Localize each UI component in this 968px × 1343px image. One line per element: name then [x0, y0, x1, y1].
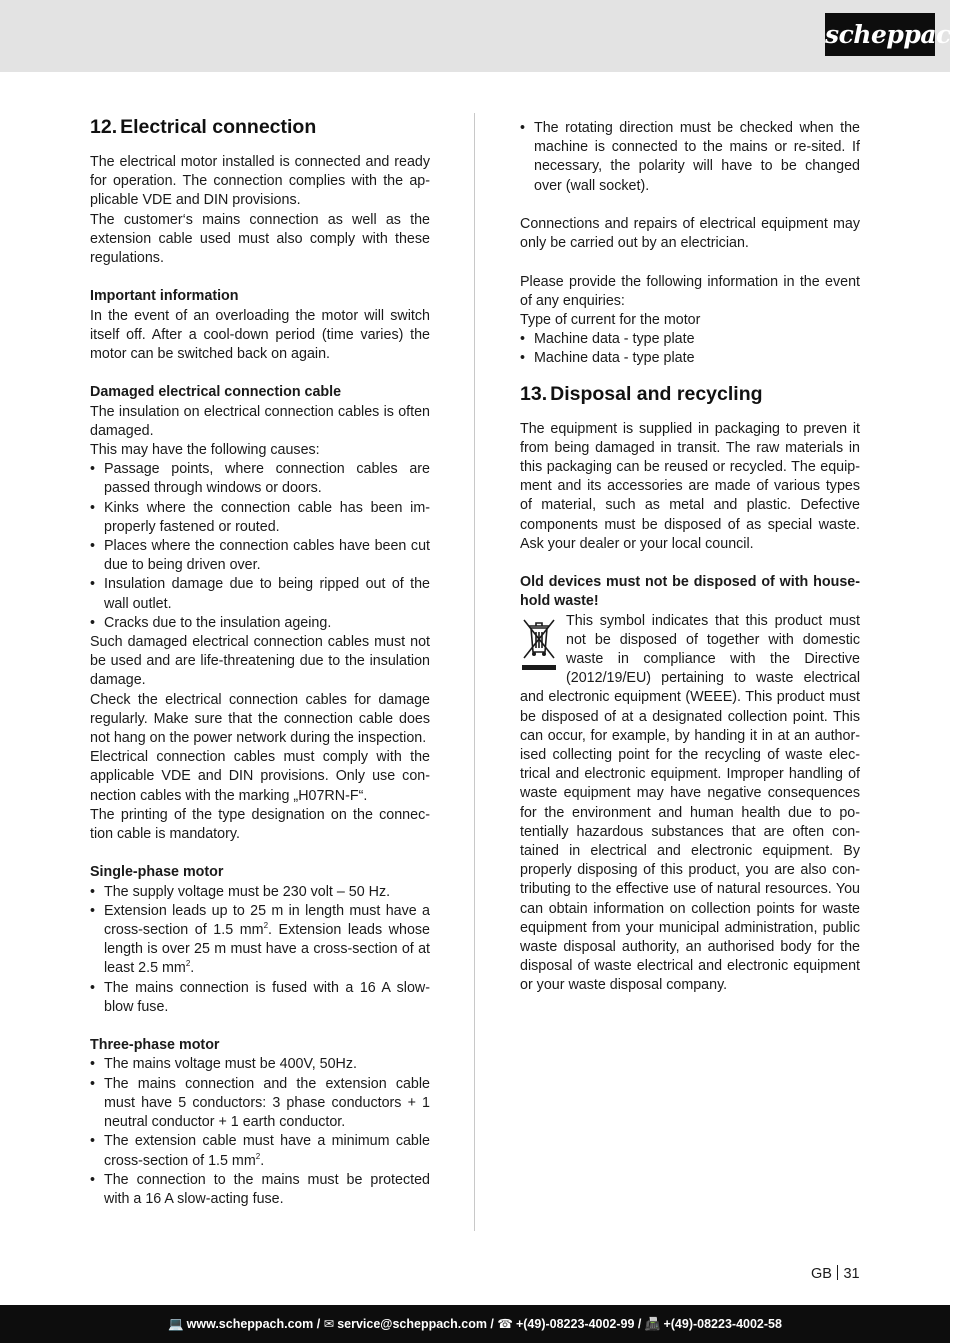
single-phase-title: Single-phase motor: [90, 864, 224, 881]
fax-icon: 📠: [644, 1317, 661, 1331]
list-item: • The rotating direction must be checked when the machine is connected to the mains or re-sited. If necessary, the polarity will have to be changed over (wall socket).: [520, 119, 860, 196]
header-bar: [0, 0, 968, 72]
weee-block: [520, 612, 860, 996]
computer-icon: 💻: [168, 1317, 184, 1331]
list-item: • Places where the connection cables have been cut due to being driven over.: [90, 537, 430, 575]
rotating-list: [520, 119, 860, 196]
list-item: • The mains connection and the extension cable must have 5 conductors: 3 phase conductors + 1 neutral conductor + 1 earth conductor.: [90, 1075, 430, 1133]
footer-website-link[interactable]: www.scheppach.com: [186, 1317, 314, 1331]
list-item: • The connection to the mains must be protected with a 16 A slow-acting fuse.: [90, 1171, 430, 1209]
disposal-paragraph: The equipment is supplied in packaging to preven it from being damaged in transit. The raw materials in this packaging can be reused or recycled. The equipment and its accessories are made of various types of material, such as metal and plastic. Defective components must be disposed of as special waste. Ask your dealer or your local council.: [520, 420, 860, 552]
list-item: • Kinks where the connection cable has been improperly fastened or routed.: [90, 499, 430, 537]
weee-crossed-bin-icon: [520, 614, 558, 672]
brand-logo: scheppach: [825, 13, 935, 56]
list-item: • The extension cable must have a minimum cable cross-section of 1.5 $mm^2$.: [90, 1132, 430, 1170]
left-column: [90, 114, 430, 1209]
intro-paragraph-1: The electrical motor installed is connected and ready for operation. The connection complies with the applicable VDE and DIN provisions.: [90, 154, 430, 209]
list-item: • Extension leads up to 25 m in length must have a cross-section of 1.5 $mm^2$. Extension leads whose length is over 25 m must have a cross-section of at least 2.5 $mm^2$.: [90, 902, 430, 979]
column-divider: [474, 113, 475, 1231]
right-column: [520, 119, 860, 996]
page-number: GB 31: [811, 1266, 860, 1282]
list-item: • The mains connection is fused with a 16 A slow-blow fuse.: [90, 979, 430, 1017]
mail-icon: ✉: [323, 1317, 335, 1331]
three-phase-title: Three-phase motor: [90, 1037, 220, 1054]
weee-paragraph: This symbol indicates that this product must not be disposed of together with domestic waste in compliance with the Directive (2012/19/EU) pertaining to waste electrical and electronic equipment (WEEE). This product must be disposed of at a designated collection point. This can occur, for example, by handing it in at an authorised collecting point for the recycling of waste electrical and electronic equipment. Improper handling of waste equipment may have negative consequences for the environment and human health due to potentially hazardous substances that are often contained in electrical and electronic equipment. By properly disposing of this product, you are also contributing to the effective use of natural resources. You can obtain information on collection points for waste equipment from your municipal administration, public waste disposal authority, an authorised body for the disposal of waste electrical and electronic equipment or your waste disposal company.: [520, 612, 860, 994]
list-item: • Machine data - type plate: [520, 330, 860, 349]
list-item: • Passage points, where connection cables are passed through windows or doors.: [90, 460, 430, 498]
damaged-paragraph-3: Such damaged electrical connection cables must not be used and are life-threatening due to the insulation damage.: [90, 634, 430, 689]
provide-list: [520, 330, 860, 368]
section-13-heading: 13. Disposal and recycling: [520, 382, 763, 405]
footer-bar: 💻 www.scheppach.com / ✉ service@scheppach.com / ☎ +(49)-08223-4002-99 / 📠 +(49)-08223-4002-58: [0, 1305, 950, 1343]
list-item: • Insulation damage due to being ripped out of the wall outlet.: [90, 575, 430, 613]
damaged-paragraph-2: This may have the following causes:: [90, 442, 320, 459]
three-phase-list: [90, 1055, 430, 1209]
footer-phone: +(49)-08223-4002-99: [515, 1317, 635, 1331]
footer-fax: +(49)-08223-4002-58: [663, 1317, 782, 1331]
list-item: • The mains voltage must be 400V, 50Hz.: [90, 1055, 430, 1074]
important-title: Important information: [90, 288, 239, 305]
single-phase-list: [90, 883, 430, 1017]
intro-paragraph-2: The customer‘s mains connection as well as the extension cable used must also comply with these regulations.: [90, 211, 430, 267]
repairs-paragraph: Connections and repairs of electrical equipment may only be carried out by an electrician.: [520, 216, 860, 252]
phone-icon: ☎: [497, 1317, 513, 1331]
section-12-heading: 12. Electrical connection: [90, 116, 317, 138]
list-item: • Machine data - type plate: [520, 349, 860, 368]
list-item: • The supply voltage must be 230 volt – 50 Hz.: [90, 883, 430, 902]
damaged-paragraph-1: The insulation on electrical connection cables is often damaged.: [90, 403, 430, 439]
causes-list: [90, 460, 430, 633]
old-devices-title: Old devices must not be disposed of with household waste!: [520, 574, 860, 610]
damaged-cable-title: Damaged electrical connection cable: [90, 384, 342, 401]
important-text: In the event of an overloading the motor will switch itself off. After a cool-down period (time varies) the motor can be switched back on again.: [90, 307, 430, 363]
provide-line: Type of current for the motor: [520, 312, 701, 328]
footer-email-link[interactable]: service@scheppach.com: [337, 1317, 487, 1331]
list-item: • Cracks due to the insulation ageing.: [90, 614, 430, 633]
damaged-paragraph-5: Electrical connection cables must comply with the applicable VDE and DIN provisions. Only use connection cables with the marking „H07RN-F“.: [90, 749, 430, 804]
damaged-paragraph-6: The printing of the type designation on the connection cable is mandatory.: [90, 806, 430, 843]
damaged-paragraph-4: Check the electrical connection cables for damage regularly. Make sure that the connection cable does not hang on the power network during the inspection.: [90, 691, 430, 747]
provide-paragraph: Please provide the following information in the event of any enquiries:: [520, 273, 860, 309]
